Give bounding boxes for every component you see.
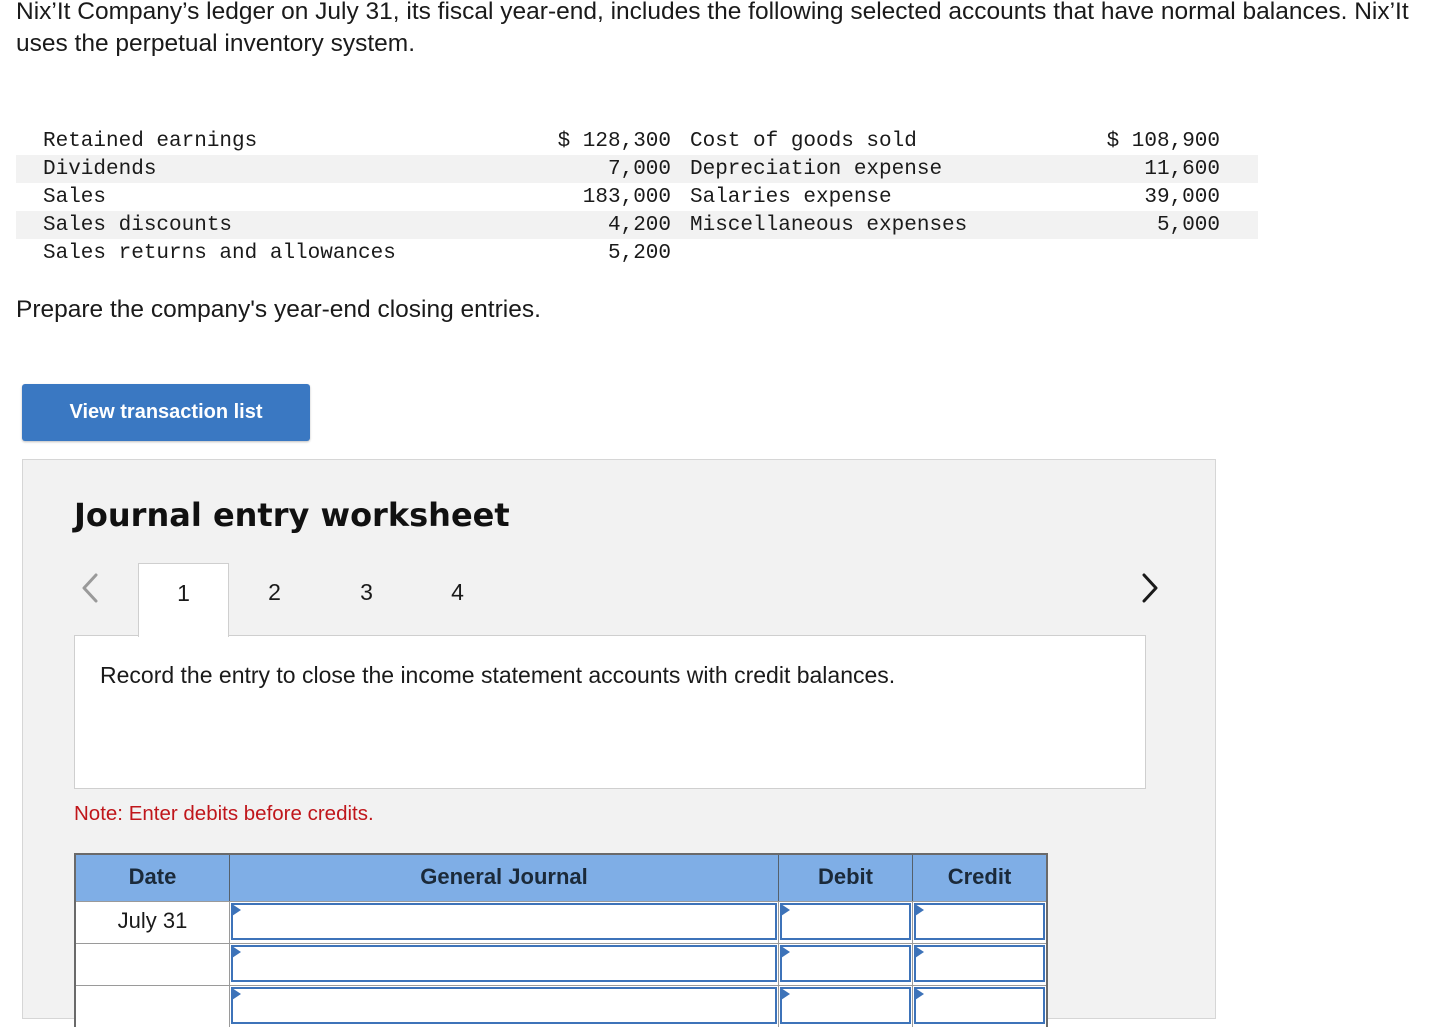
journal-header-row (76, 855, 1046, 901)
input-marker-icon (915, 904, 924, 916)
ledger-account-name: Miscellaneous expenses (690, 213, 968, 237)
problem-intro: Nix’It Company’s ledger on July 31, its fiscal year-end, includes the following selected accounts that have normal balances. Nix’It uses the perpetual inventory system. (16, 0, 1409, 57)
task-prompt: Prepare the company's year-end closing entries. (16, 296, 541, 323)
view-transaction-list-button[interactable]: View transaction list (22, 384, 310, 441)
ledger-account-name: Sales returns and allowances (43, 241, 396, 265)
ledger-account-name: Sales (43, 185, 107, 209)
tab-entry-1[interactable]: 1 (138, 563, 229, 637)
account-input[interactable] (231, 903, 777, 940)
debit-cell (779, 986, 913, 1027)
entry-note: Note: Enter debits before credits. (74, 802, 374, 825)
ledger-account-name: Salaries expense (690, 185, 892, 209)
ledger-amount: 5,200 (607, 241, 671, 265)
date-cell (76, 944, 230, 985)
tab-entry-3[interactable]: 3 (360, 579, 373, 605)
account-cell (230, 902, 779, 943)
account-input[interactable] (231, 945, 777, 982)
input-marker-icon (915, 988, 924, 1000)
input-marker-icon (781, 946, 790, 958)
ledger-amount: 4,200 (607, 213, 671, 237)
tab-entry-2[interactable]: 2 (268, 579, 281, 605)
debit-input[interactable] (780, 945, 911, 982)
journal-row (76, 985, 1046, 1027)
tab-entry-4[interactable]: 4 (451, 579, 464, 605)
account-cell (230, 986, 779, 1027)
ledger-row (16, 183, 1258, 211)
ledger-account-name: Depreciation expense (690, 157, 943, 181)
worksheet-title: Journal entry worksheet (74, 496, 510, 534)
credit-input[interactable] (914, 903, 1045, 940)
credit-cell (913, 902, 1046, 943)
previous-chevron-icon[interactable] (73, 568, 107, 608)
ledger-row (16, 155, 1258, 183)
ledger-account-name: Sales discounts (43, 213, 233, 237)
account-cell (230, 944, 779, 985)
journal-entry-worksheet (22, 459, 1216, 1019)
input-marker-icon (781, 904, 790, 916)
ledger-row (16, 127, 1258, 155)
ledger-amount: 11,600 (1144, 157, 1220, 181)
credit-input[interactable] (914, 987, 1045, 1024)
ledger-amount: 183,000 (582, 185, 671, 209)
ledger-table (16, 127, 1258, 267)
ledger-amount: 39,000 (1144, 185, 1220, 209)
instruction-box (74, 635, 1146, 789)
date-column-header: Date (76, 855, 230, 901)
account-input[interactable] (231, 987, 777, 1024)
date-cell: July 31 (76, 902, 230, 943)
dropdown-triangle-icon (232, 988, 241, 1000)
ledger-row (16, 211, 1258, 239)
input-marker-icon (915, 946, 924, 958)
date-cell (76, 986, 230, 1027)
next-chevron-icon[interactable] (1133, 568, 1167, 608)
ledger-account-name: Cost of goods sold (690, 129, 917, 153)
ledger-account-name: Dividends (43, 157, 157, 181)
ledger-amount: 5,000 (1156, 213, 1220, 237)
credit-input[interactable] (914, 945, 1045, 982)
ledger-amount: $ 128,300 (557, 129, 671, 153)
general-journal-column-header: General Journal (230, 855, 779, 901)
ledger-amount: $ 108,900 (1106, 129, 1220, 153)
journal-row (76, 943, 1046, 985)
instruction-text: Record the entry to close the income statement accounts with credit balances. (100, 662, 896, 688)
ledger-row (16, 239, 1258, 267)
debit-input[interactable] (780, 987, 911, 1024)
ledger-amount: 7,000 (607, 157, 671, 181)
credit-cell (913, 986, 1046, 1027)
dropdown-triangle-icon (232, 946, 241, 958)
debit-cell (779, 902, 913, 943)
input-marker-icon (781, 988, 790, 1000)
dropdown-triangle-icon (232, 904, 241, 916)
journal-row (76, 901, 1046, 943)
debit-column-header: Debit (779, 855, 913, 901)
general-journal-table (74, 853, 1048, 1027)
debit-input[interactable] (780, 903, 911, 940)
credit-cell (913, 944, 1046, 985)
credit-column-header: Credit (947, 864, 1012, 889)
ledger-account-name: Retained earnings (43, 129, 258, 153)
debit-cell (779, 944, 913, 985)
